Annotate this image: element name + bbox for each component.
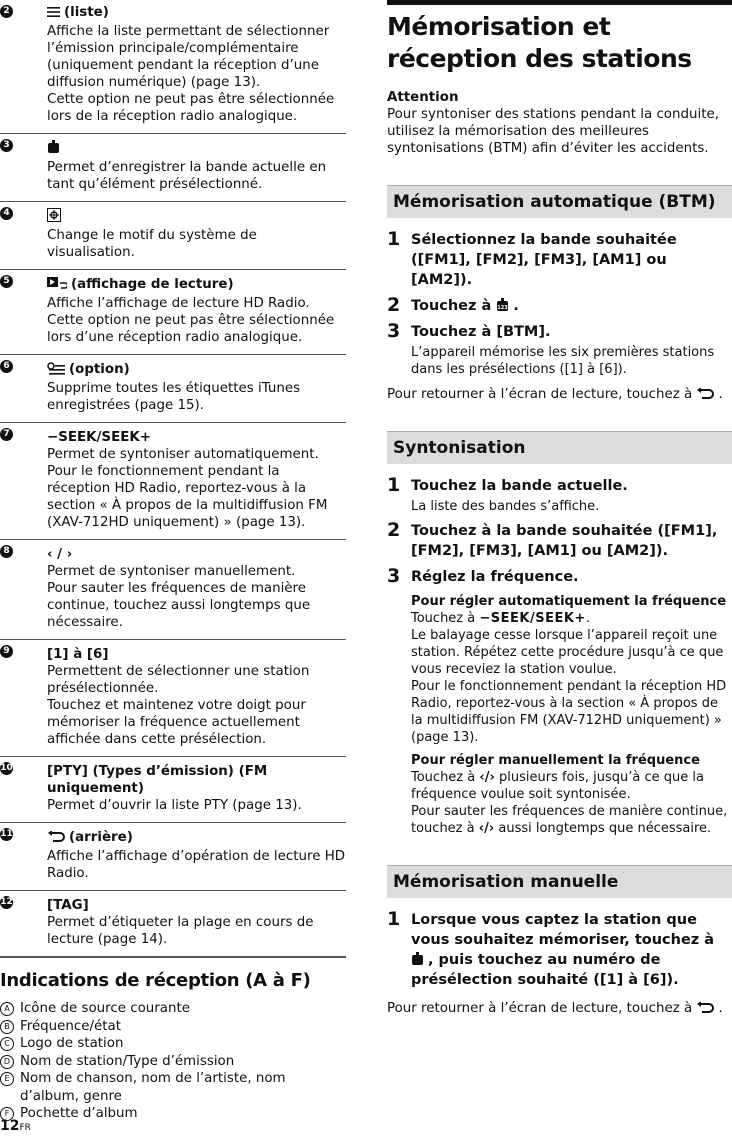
item-number-badge: 8	[0, 545, 13, 558]
indication-item	[0, 1105, 346, 1123]
item-number-badge: 7	[0, 428, 13, 441]
item-number-badge: 10	[0, 763, 13, 773]
item-heading	[47, 140, 346, 159]
indication-letter: C	[0, 1037, 14, 1051]
item-number-badge: 11	[0, 829, 13, 839]
item-heading: [PTY] (Types d’émission) (FM uniquement)	[47, 764, 268, 796]
item-number-badge: 4	[0, 207, 13, 220]
page-number: 12FR	[0, 1118, 31, 1134]
list-item	[0, 891, 346, 957]
indication-text: Pochette d’album	[20, 1106, 138, 1121]
item-number-badge: 12	[0, 897, 13, 907]
item-description: Cette option ne peut pas être sélectionnée lors d’une réception radio analogique.	[47, 313, 335, 345]
item-description: Permet d’ouvrir la liste PTY (page 13).	[47, 798, 302, 813]
indication-text: Nom de station/Type d’émission	[20, 1053, 235, 1069]
indication-letter: D	[0, 1055, 14, 1069]
item-heading: (option)	[47, 361, 346, 380]
item-heading: [1] à [6]	[47, 647, 109, 662]
item-heading: (liste)	[47, 4, 346, 23]
list-item	[0, 0, 346, 134]
divider	[0, 957, 346, 958]
item-description: Pour le fonctionnement pendant la réception HD Radio, reportez-vous à la section « À propos de la multidiffusion FM (XAV-712HD uniquement) » (page 13).	[47, 464, 328, 530]
item-heading: −SEEK/SEEK+	[47, 430, 151, 445]
item-description: Permet de syntoniser manuellement.	[47, 564, 296, 579]
item-description: Pour sauter les fréquences de manière continue, touchez aussi longtemps que nécessaire.	[47, 581, 311, 630]
item-description: Affiche la liste permettant de sélectionner l’émission principale/complémentaire (uniquement pendant la réception d’une diffusion numérique) (page 13).	[47, 24, 330, 90]
item-description: Permet d’enregistrer la bande actuelle en tant qu’élément présélectionné.	[47, 160, 327, 192]
back-icon	[47, 831, 65, 848]
item-heading: (arrière)	[47, 829, 346, 848]
preset-memory-icon	[411, 952, 424, 966]
indication-text: Nom de chanson, nom de l’artiste, nom d’album, genre	[20, 1071, 286, 1104]
right-column	[387, 0, 732, 1017]
item-description: Permet d’étiqueter la plage en cours de lecture (page 14).	[47, 915, 314, 947]
attention-heading: Attention	[387, 90, 459, 105]
step: 2 Touchez à 123 .	[387, 294, 519, 316]
indications-list	[0, 1000, 346, 1123]
section-manual-title: Mémorisation manuelle	[387, 865, 732, 898]
list-item	[0, 640, 346, 757]
back-icon	[696, 388, 714, 400]
indication-letter: A	[0, 1002, 14, 1016]
indication-item	[0, 1053, 346, 1071]
list-icon	[47, 6, 60, 23]
indication-item	[0, 1070, 346, 1105]
step: 2 Touchez à la bande souhaitée ([FM1], [FM2], [FM3], [AM1] ou [AM2]).	[387, 519, 718, 559]
list-item	[0, 423, 346, 540]
item-heading	[47, 208, 346, 227]
return-text: Pour retourner à l’écran de lecture, touchez à .	[387, 1001, 723, 1016]
item-description: Affiche l’affichage d’opération de lecture HD Radio.	[47, 849, 346, 881]
item-heading: ‹ / ›	[47, 547, 73, 562]
item-heading: [TAG]	[47, 898, 89, 913]
item-description: Cette option ne peut pas être sélectionnée lors de la réception radio analogique.	[47, 92, 335, 124]
indication-letter: B	[0, 1020, 14, 1034]
item-description: Permettent de sélectionner une station présélectionnée.	[47, 664, 310, 696]
item-number-badge: 3	[0, 139, 13, 152]
item-number-badge: 6	[0, 360, 13, 373]
list-item	[0, 823, 346, 891]
item-heading: (affichage de lecture)	[47, 276, 346, 295]
left-column	[0, 0, 346, 1123]
title-bar	[387, 0, 732, 5]
indication-letter: E	[0, 1072, 14, 1086]
indication-text: Fréquence/état	[20, 1018, 121, 1034]
attention-text: Pour syntoniser des stations pendant la conduite, utilisez la mémorisation des meilleures syntonisations (BTM) afin d’éviter les accidents.	[387, 107, 719, 156]
indication-item	[0, 1018, 346, 1036]
indication-item	[0, 1000, 346, 1018]
item-list	[0, 0, 346, 957]
step: 3 Touchez à [BTM]. L’appareil mémorise les six premières stations dans les présélections ([1] à [6]).	[387, 320, 715, 377]
section-tuning-title: Syntonisation	[387, 431, 732, 464]
preset-memory-icon	[496, 298, 509, 312]
indications-title: Indications de réception (A à F)	[0, 970, 311, 991]
visualizer-icon	[47, 208, 61, 227]
step: 3 Réglez la fréquence. Pour régler automatiquement la fréquence Touchez à −SEEK/SEEK+. Le balayage cesse lorsque l’appareil reçoit une station. Répétez cette procédure jusqu’à ce que vous receviez la station voulue. Pour le fonctionnement pendant la réception HD Radio, reportez-vous à la section « À propos de la multidiffusion FM (XAV-712HD uniquement) » (page 13). Pour régler manuellement la fréquence Touchez à ‹/› plusieurs fois, jusqu’à ce que la fréquence voulue soit syntonisée. Pour sauter les fréquences de manière continue, touchez à ‹/› aussi longtemps que nécessaire.	[387, 565, 728, 836]
item-description: Touchez et maintenez votre doigt pour mémoriser la fréquence actuellement affichée dans cette présélection.	[47, 698, 306, 747]
item-number-badge: 5	[0, 275, 13, 288]
section-btm-title: Mémorisation automatique (BTM)	[387, 185, 732, 218]
list-item	[0, 134, 346, 202]
item-description: Affiche l’affichage de lecture HD Radio.	[47, 296, 310, 311]
svg-text:123: 123	[497, 305, 509, 311]
list-item	[0, 202, 346, 270]
indication-text: Icône de source courante	[20, 1001, 190, 1016]
list-item	[0, 355, 346, 423]
list-item	[0, 270, 346, 355]
step: 1 Lorsque vous captez la station que vous souhaitez mémoriser, touchez à , puis touchez au numéro de présélection souhaité ([1] à [6]).	[387, 908, 715, 988]
indication-text: Logo de station	[20, 1036, 124, 1051]
back-icon	[696, 1002, 714, 1014]
item-description: Permet de syntoniser automatiquement.	[47, 447, 319, 462]
step: 1 Sélectionnez la bande souhaitée ([FM1], [FM2], [FM3], [AM1] ou [AM2]).	[387, 228, 677, 288]
option-icon	[47, 362, 65, 380]
list-item	[0, 540, 346, 640]
list-item	[0, 757, 346, 823]
indication-item	[0, 1035, 346, 1053]
step: 1 Touchez la bande actuelle. La liste des bandes s’affiche.	[387, 474, 628, 514]
item-description: Supprime toutes les étiquettes iTunes enregistrées (page 15).	[47, 381, 301, 413]
item-number-badge: 2	[0, 5, 13, 18]
item-number-badge: 9	[0, 645, 13, 658]
preset-memory-icon	[47, 140, 60, 159]
item-description: Change le motif du système de visualisation.	[47, 228, 257, 260]
indication-letter: F	[0, 1107, 14, 1121]
playback-display-icon	[47, 277, 67, 295]
page-title: Mémorisation et réception des stations	[387, 12, 692, 73]
return-text: Pour retourner à l’écran de lecture, touchez à .	[387, 387, 723, 402]
